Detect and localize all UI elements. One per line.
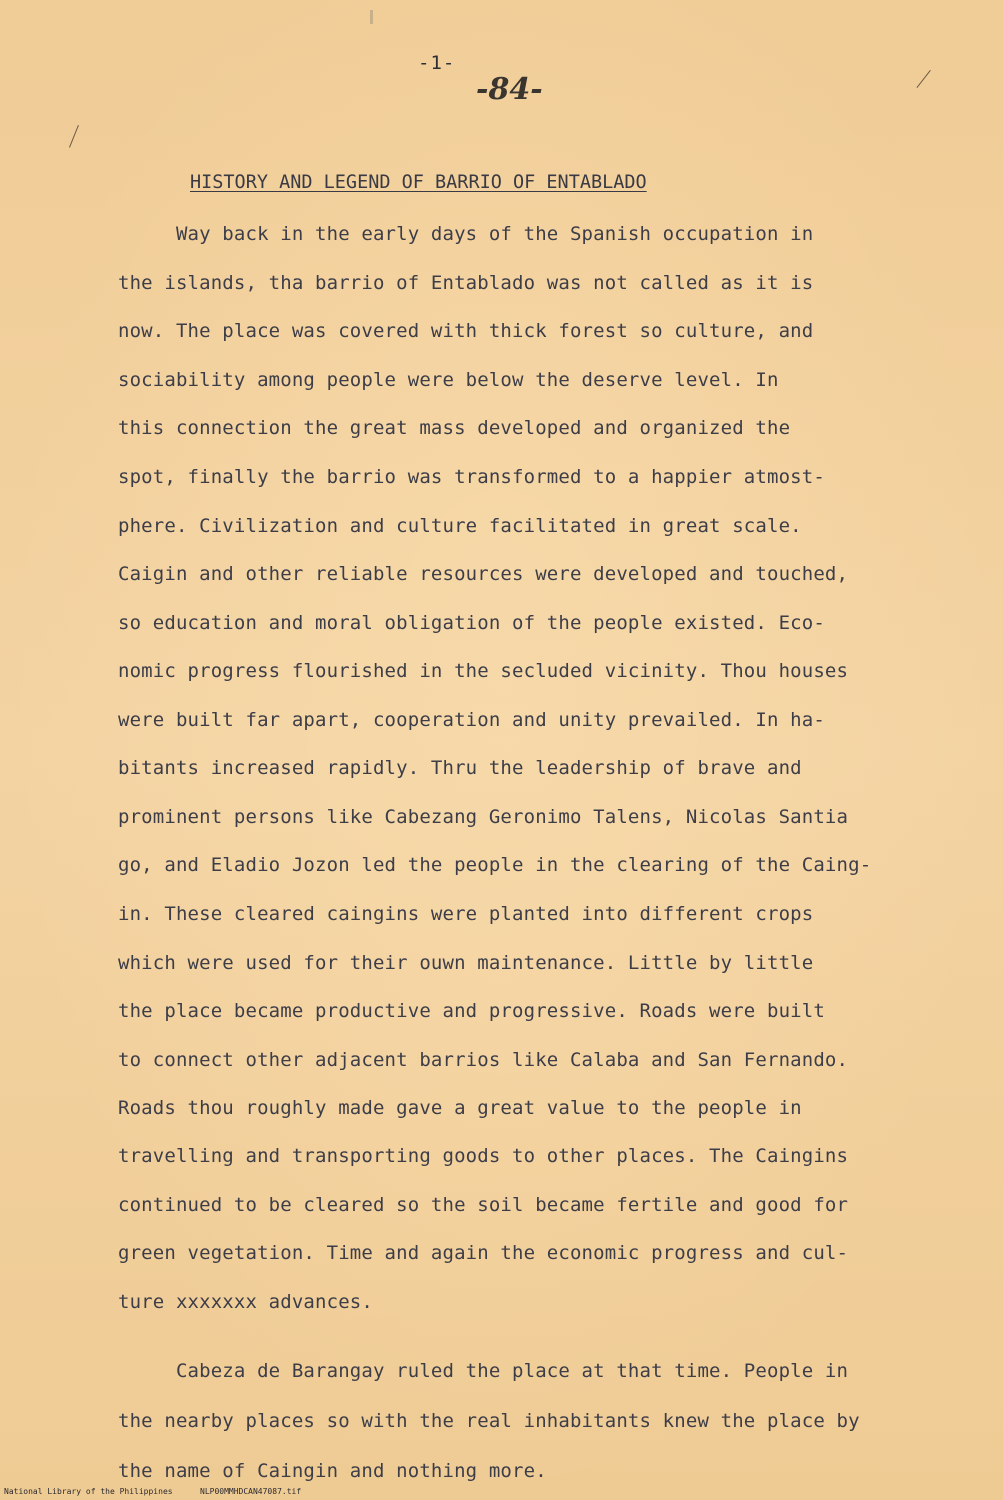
text-line: go, and Eladio Jozon led the people in the clearing of the Caing- (118, 854, 872, 876)
text-line: which were used for their ouwn maintenance. Little by little (118, 952, 814, 974)
text-line: spot, finally the barrio was transformed to a happier atmost- (118, 466, 825, 488)
text-line: nomic progress flourished in the secluded vicinity. Thou houses (118, 660, 849, 682)
page-number: -1- (418, 52, 456, 74)
paper-mark (370, 10, 373, 24)
text-line: this connection the great mass developed and organized the (118, 417, 791, 439)
text-line: the nearby places so with the real inhabitants knew the place by (118, 1410, 860, 1432)
text-line: continued to be cleared so the soil became fertile and good for (118, 1194, 849, 1216)
text-line: prominent persons like Cabezang Geronimo Talens, Nicolas Santia (118, 806, 849, 828)
text-line: Caigin and other reliable resources were developed and touched, (118, 563, 849, 585)
text-line: Roads thou roughly made gave a great value to the people in (118, 1097, 802, 1119)
pen-mark (916, 70, 930, 88)
text-line: sociability among people were below the deserve level. In (118, 369, 779, 391)
text-line: Way back in the early days of the Spanish occupation in (118, 223, 814, 245)
text-line: travelling and transporting goods to other places. The Caingins (118, 1145, 849, 1167)
handwritten-page-number: -84- (476, 72, 543, 107)
library-credit: National Library of the Philippines (4, 1487, 173, 1496)
scan-filename: NLP00MMHDCAN47087.tif (200, 1487, 302, 1496)
text-line: in. These cleared caingins were planted into different crops (118, 903, 814, 925)
text-line: Cabeza de Barangay ruled the place at that time. People in (118, 1360, 849, 1382)
document-title: HISTORY AND LEGEND OF BARRIO OF ENTABLADO (190, 172, 647, 193)
text-line: so education and moral obligation of the people existed. Eco- (118, 612, 825, 634)
text-line: the name of Caingin and nothing more. (118, 1460, 547, 1482)
text-line: the place became productive and progressive. Roads were built (118, 1000, 825, 1022)
text-line: now. The place was covered with thick forest so culture, and (118, 320, 814, 342)
text-line: the islands, tha barrio of Entablado was not called as it is (118, 272, 814, 294)
text-line: green vegetation. Time and again the economic progress and cul- (118, 1242, 849, 1264)
text-line: were built far apart, cooperation and unity prevailed. In ha- (118, 709, 825, 731)
text-line: to connect other adjacent barrios like Calaba and San Fernando. (118, 1049, 849, 1071)
text-line: ture xxxxxxx advances. (118, 1291, 373, 1313)
text-line: bitants increased rapidly. Thru the leadership of brave and (118, 757, 802, 779)
pen-mark (69, 125, 79, 148)
text-line: phere. Civilization and culture facilitated in great scale. (118, 515, 802, 537)
